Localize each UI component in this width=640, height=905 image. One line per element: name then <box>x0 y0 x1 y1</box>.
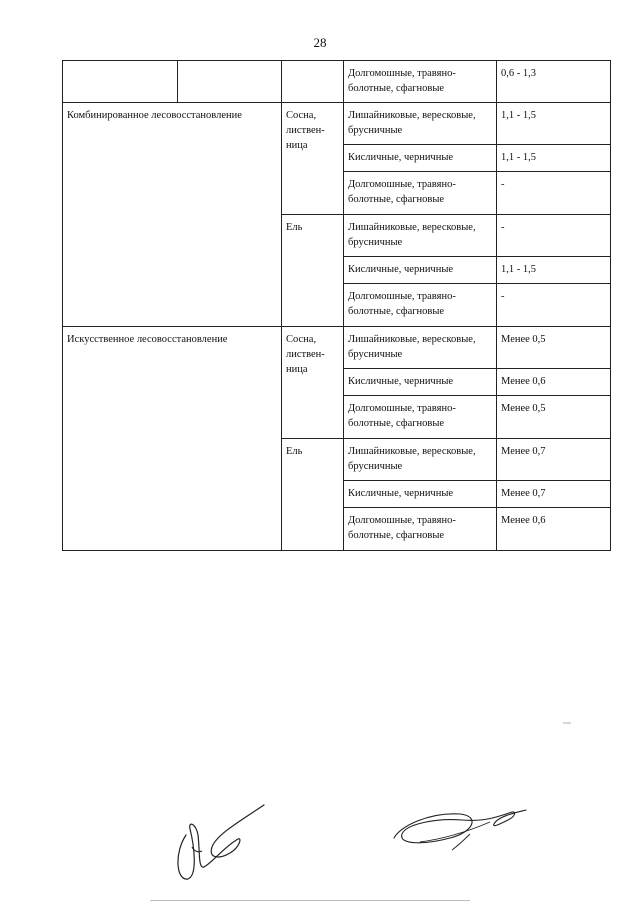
table-row <box>63 327 611 369</box>
value-cell: 1,1 - 1,5 <box>497 103 611 145</box>
empty-cell <box>63 61 178 103</box>
method-cell: Комбинированное лесовосстановление <box>63 103 282 327</box>
empty-cell <box>282 61 344 103</box>
method-cell: Искусственное лесовосстановление <box>63 327 282 551</box>
value-cell: 1,1 - 1,5 <box>497 145 611 172</box>
value-cell: Менее 0,5 <box>497 396 611 439</box>
forest-type-cell: Лишайниковые, вересковые, брусничные <box>344 215 497 257</box>
stray-mark <box>563 722 571 724</box>
forest-type-cell: Долгомошные, травяно-болотные, сфагновые <box>344 172 497 215</box>
forest-type-cell: Долгомошные, травяно-болотные, сфагновые <box>344 61 497 103</box>
value-cell: 0,6 - 1,3 <box>497 61 611 103</box>
signature-left <box>168 795 268 885</box>
species-cell: Сосна, листвен-ница <box>282 103 344 215</box>
forest-regeneration-table <box>62 60 611 551</box>
page-number: 28 <box>313 35 327 50</box>
forest-type-cell: Лишайниковые, вересковые, брусничные <box>344 327 497 369</box>
value-cell: Менее 0,5 <box>497 327 611 369</box>
forest-type-cell: Долгомошные, травяно-болотные, сфагновые <box>344 396 497 439</box>
signature-right <box>390 798 530 854</box>
forest-type-cell: Кисличные, черничные <box>344 145 497 172</box>
forest-type-cell: Лишайниковые, вересковые, брусничные <box>344 439 497 481</box>
species-cell: Ель <box>282 439 344 551</box>
species-cell: Сосна, листвен-ница <box>282 327 344 439</box>
value-cell: Менее 0,7 <box>497 439 611 481</box>
value-cell: Менее 0,7 <box>497 481 611 508</box>
forest-type-cell: Лишайниковые, вересковые, брусничные <box>344 103 497 145</box>
forest-type-cell: Кисличные, черничные <box>344 369 497 396</box>
value-cell: - <box>497 284 611 327</box>
forest-type-cell: Кисличные, черничные <box>344 257 497 284</box>
table-row <box>63 103 611 145</box>
table-row <box>63 61 611 103</box>
empty-cell <box>178 61 282 103</box>
forest-type-cell: Кисличные, черничные <box>344 481 497 508</box>
value-cell: Менее 0,6 <box>497 369 611 396</box>
value-cell: - <box>497 215 611 257</box>
value-cell: Менее 0,6 <box>497 508 611 551</box>
species-cell: Ель <box>282 215 344 327</box>
value-cell: - <box>497 172 611 215</box>
page-edge-line <box>150 900 470 901</box>
forest-type-cell: Долгомошные, травяно-болотные, сфагновые <box>344 508 497 551</box>
forest-type-cell: Долгомошные, травяно-болотные, сфагновые <box>344 284 497 327</box>
value-cell: 1,1 - 1,5 <box>497 257 611 284</box>
